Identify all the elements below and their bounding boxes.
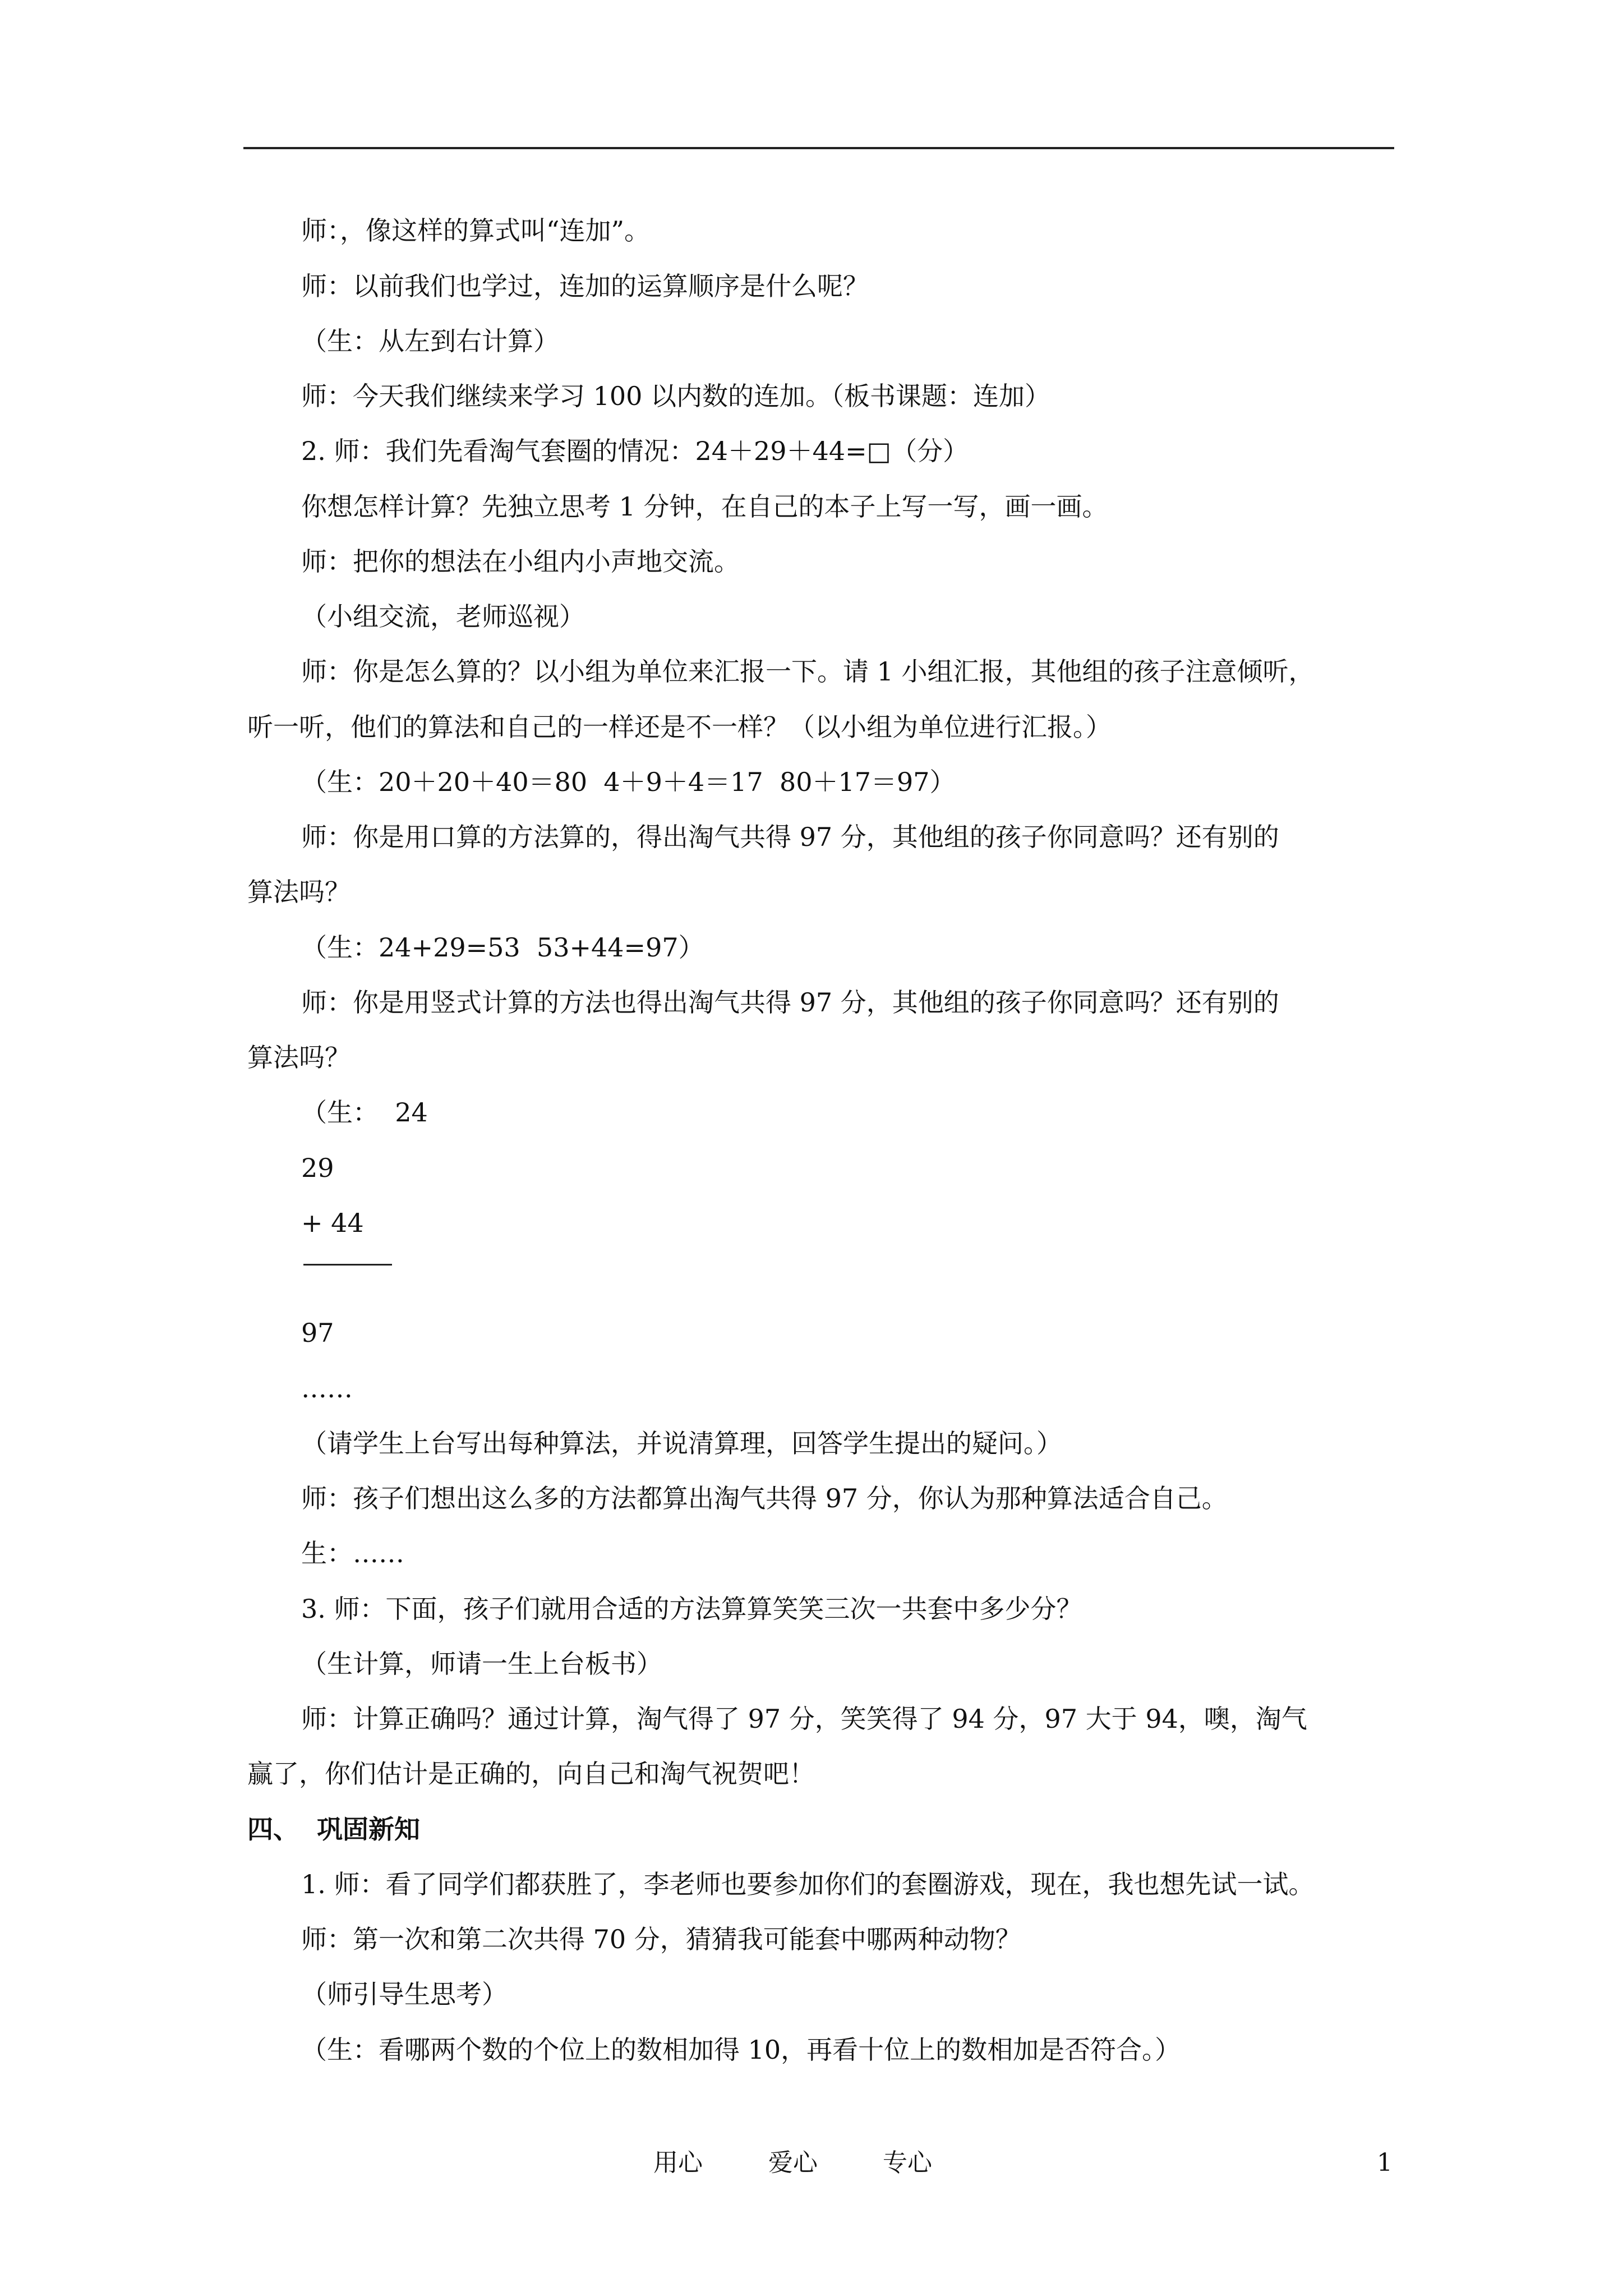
text-line: 师：计算正确吗？通过计算，淘气得了 97 分，笑笑得了 94 分，97 大于 94，噢，淘气 (301, 1704, 1307, 1734)
page-number: 1 (1377, 2148, 1393, 2177)
text-line: 师：，像这样的算式叫“连加”。 (301, 215, 651, 246)
text-line: （生：20＋20＋40＝80 4＋9＋4＝17 80＋17＝97） (301, 767, 956, 797)
section-heading: 四、 巩固新知 (247, 1814, 421, 1844)
footer-label: 专心 (883, 2148, 932, 2177)
text-line: 29 (301, 1153, 334, 1183)
text-line: 师：把你的想法在小组内小声地交流。 (301, 546, 740, 577)
text-line: 师：以前我们也学过，连加的运算顺序是什么呢？ (301, 271, 869, 301)
text-line: （生： 24 (301, 1097, 428, 1128)
text-line: 算法吗？ (247, 877, 351, 907)
text-line: 师：你是用口算的方法算的，得出淘气共得 97 分，其他组的孩子你同意吗？还有别的 (301, 822, 1279, 852)
text-line: 赢了，你们估计是正确的，向自己和淘气祝贺吧！ (247, 1759, 815, 1789)
text-line: （生计算，师请一生上台板书） (301, 1649, 662, 1679)
footer-label: 用心 (653, 2148, 703, 2177)
text-line: 师：你是用竖式计算的方法也得出淘气共得 97 分，其他组的孩子你同意吗？还有别的 (301, 987, 1279, 1018)
footer-label: 爱心 (768, 2148, 818, 2177)
text-line: （小组交流，老师巡视） (301, 601, 585, 632)
text-line: 师：你是怎么算的？以小组为单位来汇报一下。请 1 小组汇报，其他组的孩子注意倾听， (301, 656, 1315, 687)
text-line: 算法吗？ (247, 1042, 351, 1073)
text-line: （生：从左到右计算） (301, 326, 559, 356)
text-line: 1. 师：看了同学们都获胜了，李老师也要参加你们的套圈游戏，现在，我也想先试一试。 (301, 1869, 1315, 1899)
text-line: （师引导生思考） (301, 1979, 508, 2009)
text-line: 生：…… (301, 1538, 404, 1568)
text-line: + 44 (301, 1208, 364, 1238)
text-line: （生：看哪两个数的个位上的数相加得 10，再看十位上的数相加是否符合。） (301, 2035, 1181, 2065)
text-line: 师：孩子们想出这么多的方法都算出淘气共得 97 分，你认为那种算法适合自己。 (301, 1483, 1228, 1513)
text-line: 3. 师：下面，孩子们就用合适的方法算算笑笑三次一共套中多少分？ (301, 1594, 1082, 1624)
text-line: 师：今天我们继续来学习 100 以内数的连加。（板书课题：连加） (301, 381, 1051, 411)
vertical-calc-divider (303, 1264, 392, 1266)
text-line: 2. 师：我们先看淘气套圈的情况：24＋29＋44=□（分） (301, 436, 969, 466)
text-line: （生：24+29=53 53+44=97） (301, 932, 704, 963)
text-line: 你想怎样计算？先独立思考 1 分钟，在自己的本子上写一写，画一画。 (301, 491, 1108, 522)
text-line: 97 (301, 1318, 334, 1348)
text-line: （请学生上台写出每种算法，并说清算理，回答学生提出的疑问。） (301, 1428, 1062, 1458)
text-line: …… (301, 1373, 353, 1404)
header-rule (243, 147, 1394, 149)
text-line: 师：第一次和第二次共得 70 分，猜猜我可能套中哪两种动物？ (301, 1924, 1021, 1954)
text-line: 听一听，他们的算法和自己的一样还是不一样？（以小组为单位进行汇报。） (247, 712, 1112, 742)
